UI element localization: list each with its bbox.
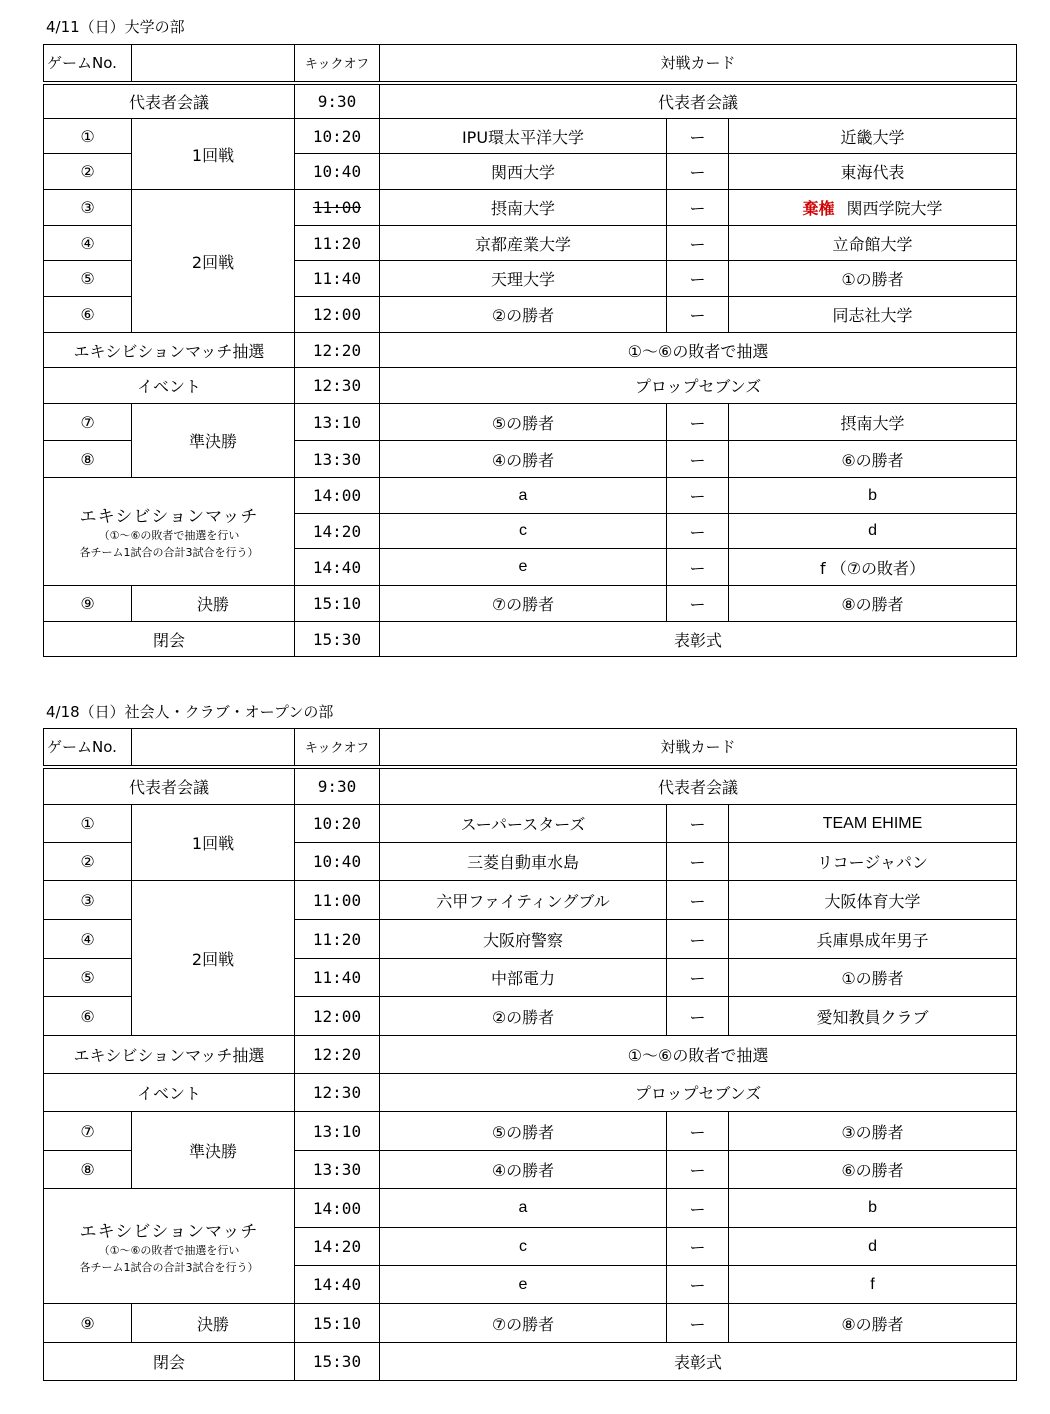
vs-dash: ー bbox=[667, 514, 729, 549]
away-team: 東海代表 bbox=[729, 154, 1017, 190]
exhibition-row bbox=[44, 1189, 1017, 1228]
kickoff-time: 11:40 bbox=[295, 261, 380, 297]
section-title-adult-club: 4/18（日）社会人・クラブ・オープンの部 bbox=[46, 703, 334, 721]
meeting-time: 9:30 bbox=[295, 83, 380, 119]
home-team: ④の勝者 bbox=[380, 441, 667, 478]
meeting-label: 代表者会議 bbox=[44, 767, 295, 805]
home-team: a bbox=[380, 1189, 667, 1228]
home-team: e bbox=[380, 1266, 667, 1304]
vs-dash: ー bbox=[667, 1151, 729, 1189]
round-label: 決勝 bbox=[132, 1304, 295, 1343]
event-label: イベント bbox=[44, 368, 295, 404]
vs-dash: ー bbox=[667, 478, 729, 514]
schedule-table-university bbox=[43, 44, 1017, 657]
kickoff-time bbox=[295, 190, 380, 226]
home-team: ⑦の勝者 bbox=[380, 586, 667, 622]
round-label: 準決勝 bbox=[132, 1112, 295, 1189]
kickoff-time: 15:10 bbox=[295, 1304, 380, 1343]
game-number: ⑧ bbox=[44, 1151, 132, 1189]
closing-row bbox=[44, 622, 1017, 657]
away-team: ⑧の勝者 bbox=[729, 1304, 1017, 1343]
closing-label: 閉会 bbox=[44, 1343, 295, 1381]
event-content: プロップセブンズ bbox=[380, 1074, 1017, 1112]
lottery-label: エキシビションマッチ抽選 bbox=[44, 333, 295, 368]
round-label: 決勝 bbox=[132, 586, 295, 622]
meeting-time: 9:30 bbox=[295, 767, 380, 805]
home-team: IPU環太平洋大学 bbox=[380, 119, 667, 154]
event-row bbox=[44, 1074, 1017, 1112]
home-team: 中部電力 bbox=[380, 959, 667, 997]
game-number: ④ bbox=[44, 920, 132, 959]
home-team: 三菱自動車水島 bbox=[380, 843, 667, 881]
vs-dash: ー bbox=[667, 920, 729, 959]
home-team: 大阪府警察 bbox=[380, 920, 667, 959]
round-label: 1回戦 bbox=[132, 119, 295, 190]
away-team: d bbox=[729, 1228, 1017, 1266]
game-number: ⑨ bbox=[44, 1304, 132, 1343]
event-label: イベント bbox=[44, 1074, 295, 1112]
round-header bbox=[132, 45, 295, 83]
match-row bbox=[44, 404, 1017, 441]
meeting-label: 代表者会議 bbox=[44, 83, 295, 119]
closing-row bbox=[44, 1343, 1017, 1381]
round-header bbox=[132, 729, 295, 767]
round-label: 2回戦 bbox=[132, 881, 295, 1036]
exhibition-label bbox=[44, 1189, 295, 1304]
game-number: ⑥ bbox=[44, 997, 132, 1036]
event-row bbox=[44, 368, 1017, 404]
home-team: スーパースターズ bbox=[380, 805, 667, 843]
home-team: ②の勝者 bbox=[380, 997, 667, 1036]
vs-dash: ー bbox=[667, 805, 729, 843]
vs-dash: ー bbox=[667, 154, 729, 190]
game-no-header: ゲームNo. bbox=[44, 45, 132, 83]
away-team: f （⑦の敗者） bbox=[729, 549, 1017, 586]
home-team: ⑤の勝者 bbox=[380, 1112, 667, 1151]
exhibition-note-1: （①～⑥の敗者で抽選を行い bbox=[98, 529, 240, 542]
home-team: ②の勝者 bbox=[380, 297, 667, 333]
vs-dash: ー bbox=[667, 549, 729, 586]
kickoff-time: 13:10 bbox=[295, 1112, 380, 1151]
kickoff-time: 13:10 bbox=[295, 404, 380, 441]
match-row bbox=[44, 190, 1017, 226]
away-team: 同志社大学 bbox=[729, 297, 1017, 333]
lottery-content: ①～⑥の敗者で抽選 bbox=[380, 1036, 1017, 1074]
away-team bbox=[729, 190, 1017, 226]
away-team: ⑧の勝者 bbox=[729, 586, 1017, 622]
exhibition-note-2: 各チーム1試合の合計3試合を行う） bbox=[79, 546, 259, 559]
home-team: 関西大学 bbox=[380, 154, 667, 190]
vs-dash: ー bbox=[667, 297, 729, 333]
vs-dash: ー bbox=[667, 404, 729, 441]
kickoff-time: 10:40 bbox=[295, 843, 380, 881]
match-row bbox=[44, 805, 1017, 843]
game-number: ③ bbox=[44, 190, 132, 226]
kickoff-time: 10:40 bbox=[295, 154, 380, 190]
closing-time: 15:30 bbox=[295, 1343, 380, 1381]
game-number: ① bbox=[44, 119, 132, 154]
meeting-row bbox=[44, 83, 1017, 119]
away-team: ①の勝者 bbox=[729, 959, 1017, 997]
kickoff-time: 11:40 bbox=[295, 959, 380, 997]
vs-dash: ー bbox=[667, 441, 729, 478]
kickoff-time: 13:30 bbox=[295, 1151, 380, 1189]
away-team: 摂南大学 bbox=[729, 404, 1017, 441]
game-number: ⑦ bbox=[44, 404, 132, 441]
header-row bbox=[44, 729, 1017, 767]
exhibition-note-1: （①～⑥の敗者で抽選を行い bbox=[98, 1243, 240, 1257]
vs-dash: ー bbox=[667, 959, 729, 997]
kickoff-time: 15:10 bbox=[295, 586, 380, 622]
away-team: 立命館大学 bbox=[729, 226, 1017, 261]
home-team: ④の勝者 bbox=[380, 1151, 667, 1189]
away-team: ③の勝者 bbox=[729, 1112, 1017, 1151]
kickoff-time: 14:00 bbox=[295, 478, 380, 514]
game-number: ⑥ bbox=[44, 297, 132, 333]
round-label: 2回戦 bbox=[132, 190, 295, 333]
round-label: 準決勝 bbox=[132, 404, 295, 478]
exhibition-title: エキシビションマッチ bbox=[79, 507, 259, 527]
lottery-row bbox=[44, 333, 1017, 368]
game-number: ⑤ bbox=[44, 261, 132, 297]
home-team: ⑤の勝者 bbox=[380, 404, 667, 441]
away-team: d bbox=[729, 514, 1017, 549]
away-team: b bbox=[729, 1189, 1017, 1228]
kickoff-header: キックオフ bbox=[295, 729, 380, 767]
away-team: ⑥の勝者 bbox=[729, 441, 1017, 478]
match-row bbox=[44, 881, 1017, 920]
vs-dash: ー bbox=[667, 226, 729, 261]
lottery-time: 12:20 bbox=[295, 1036, 380, 1074]
home-team: ⑦の勝者 bbox=[380, 1304, 667, 1343]
away-team: 近畿大学 bbox=[729, 119, 1017, 154]
kickoff-time: 12:00 bbox=[295, 297, 380, 333]
kickoff-time: 11:20 bbox=[295, 226, 380, 261]
home-team: 六甲ファイティングブル bbox=[380, 881, 667, 920]
event-time: 12:30 bbox=[295, 368, 380, 404]
home-team: a bbox=[380, 478, 667, 514]
meeting-content: 代表者会議 bbox=[380, 83, 1017, 119]
kickoff-time: 14:00 bbox=[295, 1189, 380, 1228]
lottery-label: エキシビションマッチ抽選 bbox=[44, 1036, 295, 1074]
away-team: ⑥の勝者 bbox=[729, 1151, 1017, 1189]
header-row bbox=[44, 45, 1017, 83]
forfeit-badge: 棄権 bbox=[802, 199, 835, 218]
home-team: 天理大学 bbox=[380, 261, 667, 297]
vs-dash: ー bbox=[667, 586, 729, 622]
round-label: 1回戦 bbox=[132, 805, 295, 881]
vs-dash: ー bbox=[667, 1112, 729, 1151]
game-number: ② bbox=[44, 154, 132, 190]
away-team: 愛知教員クラブ bbox=[729, 997, 1017, 1036]
lottery-content: ①～⑥の敗者で抽選 bbox=[380, 333, 1017, 368]
exhibition-label bbox=[44, 478, 295, 586]
lottery-row bbox=[44, 1036, 1017, 1074]
game-number: ① bbox=[44, 805, 132, 843]
final-row bbox=[44, 586, 1017, 622]
closing-content: 表彰式 bbox=[380, 622, 1017, 657]
vs-dash: ー bbox=[667, 843, 729, 881]
kickoff-time: 10:20 bbox=[295, 805, 380, 843]
struck-kickoff-time: 11:00 bbox=[312, 198, 362, 217]
event-time: 12:30 bbox=[295, 1074, 380, 1112]
vs-dash: ー bbox=[667, 1189, 729, 1228]
meeting-content: 代表者会議 bbox=[380, 767, 1017, 805]
home-team: 摂南大学 bbox=[380, 190, 667, 226]
kickoff-time: 13:30 bbox=[295, 441, 380, 478]
closing-time: 15:30 bbox=[295, 622, 380, 657]
meeting-row bbox=[44, 767, 1017, 805]
away-team: b bbox=[729, 478, 1017, 514]
kickoff-time: 12:00 bbox=[295, 997, 380, 1036]
vs-dash: ー bbox=[667, 119, 729, 154]
away-team: TEAM EHIME bbox=[729, 805, 1017, 843]
closing-content: 表彰式 bbox=[380, 1343, 1017, 1381]
game-no-header: ゲームNo. bbox=[44, 729, 132, 767]
game-number: ⑧ bbox=[44, 441, 132, 478]
game-number: ③ bbox=[44, 881, 132, 920]
home-team: c bbox=[380, 514, 667, 549]
lottery-time: 12:20 bbox=[295, 333, 380, 368]
away-team: ①の勝者 bbox=[729, 261, 1017, 297]
away-team-name: 関西学院大学 bbox=[846, 199, 943, 218]
exhibition-note-2: 各チーム1試合の合計3試合を行う） bbox=[79, 1260, 259, 1274]
card-header: 対戦カード bbox=[380, 45, 1017, 83]
kickoff-time: 10:20 bbox=[295, 119, 380, 154]
match-row bbox=[44, 1112, 1017, 1151]
vs-dash: ー bbox=[667, 997, 729, 1036]
closing-label: 閉会 bbox=[44, 622, 295, 657]
kickoff-header: キックオフ bbox=[295, 45, 380, 83]
final-row bbox=[44, 1304, 1017, 1343]
kickoff-time: 14:20 bbox=[295, 1228, 380, 1266]
game-number: ② bbox=[44, 843, 132, 881]
game-number: ⑨ bbox=[44, 586, 132, 622]
home-team: e bbox=[380, 549, 667, 586]
vs-dash: ー bbox=[667, 1266, 729, 1304]
away-team: 大阪体育大学 bbox=[729, 881, 1017, 920]
vs-dash: ー bbox=[667, 190, 729, 226]
vs-dash: ー bbox=[667, 1228, 729, 1266]
kickoff-time: 14:40 bbox=[295, 1266, 380, 1304]
away-team: f bbox=[729, 1266, 1017, 1304]
exhibition-row bbox=[44, 478, 1017, 514]
kickoff-time: 14:40 bbox=[295, 549, 380, 586]
vs-dash: ー bbox=[667, 881, 729, 920]
section-title-university: 4/11（日）大学の部 bbox=[46, 18, 185, 36]
card-header: 対戦カード bbox=[380, 729, 1017, 767]
vs-dash: ー bbox=[667, 1304, 729, 1343]
away-team: 兵庫県成年男子 bbox=[729, 920, 1017, 959]
kickoff-time: 11:20 bbox=[295, 920, 380, 959]
game-number: ④ bbox=[44, 226, 132, 261]
match-row bbox=[44, 119, 1017, 154]
exhibition-title: エキシビションマッチ bbox=[79, 1221, 259, 1242]
away-team: リコージャパン bbox=[729, 843, 1017, 881]
home-team: c bbox=[380, 1228, 667, 1266]
home-team: 京都産業大学 bbox=[380, 226, 667, 261]
game-number: ⑤ bbox=[44, 959, 132, 997]
schedule-table-adult-club bbox=[43, 728, 1017, 1381]
vs-dash: ー bbox=[667, 261, 729, 297]
game-number: ⑦ bbox=[44, 1112, 132, 1151]
event-content: プロップセブンズ bbox=[380, 368, 1017, 404]
kickoff-time: 11:00 bbox=[295, 881, 380, 920]
kickoff-time: 14:20 bbox=[295, 514, 380, 549]
